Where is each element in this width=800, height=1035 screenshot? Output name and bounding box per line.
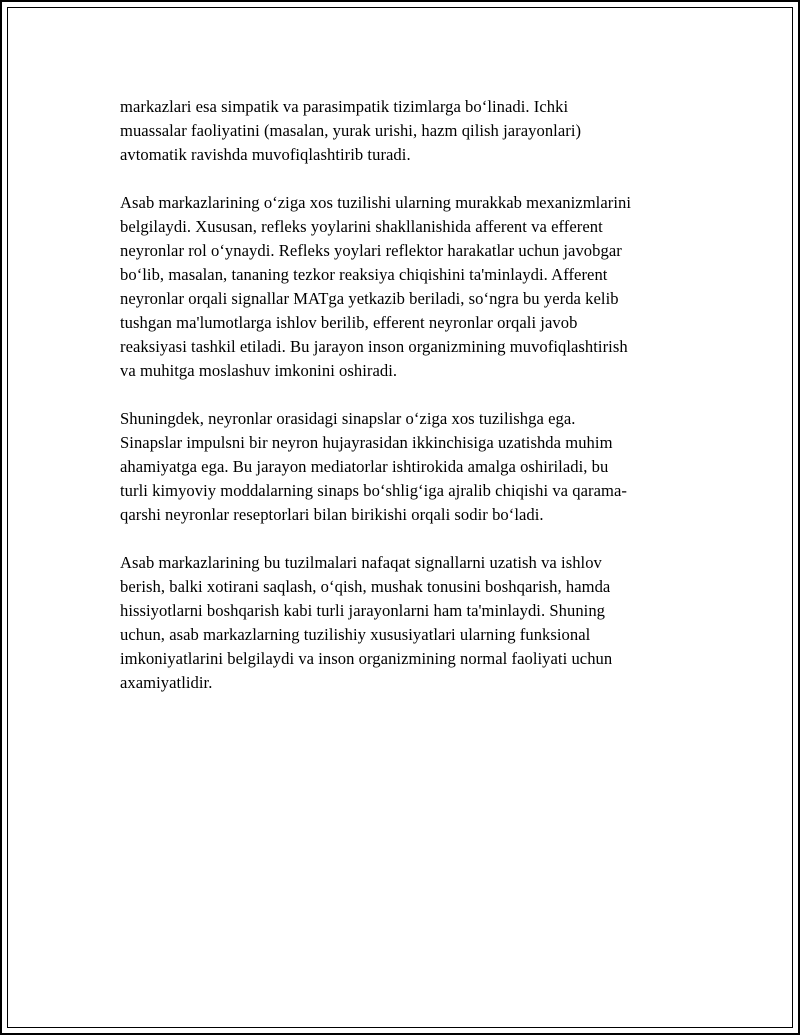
text-line: berish, balki xotirani saqlash, o‘qish, mushak tonusini boshqarish, hamda bbox=[120, 577, 611, 596]
text-line: neyronlar rol o‘ynaydi. Refleks yoylari reflektor harakatlar uchun javobgar bbox=[120, 241, 622, 260]
paragraph-4 bbox=[120, 551, 690, 695]
text-line: Shuningdek, neyronlar orasidagi sinapslar o‘ziga xos tuzilishga ega. bbox=[120, 409, 576, 428]
paragraph-2 bbox=[120, 191, 690, 383]
text-line: uchun, asab markazlarning tuzilishiy xususiyatlari ularning funksional bbox=[120, 625, 591, 644]
text-line: Sinapslar impulsni bir neyron hujayrasidan ikkinchisiga uzatishda muhim bbox=[120, 433, 613, 452]
text-line: ahamiyatga ega. Bu jarayon mediatorlar ishtirokida amalga oshiriladi, bu bbox=[120, 457, 609, 476]
text-line: tushgan ma'lumotlarga ishlov berilib, efferent neyronlar orqali javob bbox=[120, 313, 578, 332]
text-line: hissiyotlarni boshqarish kabi turli jarayonlarni ham ta'minlaydi. Shuning bbox=[120, 601, 606, 620]
text-line: axamiyatlidir. bbox=[120, 673, 213, 692]
text-line: imkoniyatlarini belgilaydi va inson organizmining normal faoliyati uchun bbox=[120, 649, 613, 668]
text-line: qarshi neyronlar reseptorlari bilan birikishi orqali sodir bo‘ladi. bbox=[120, 505, 544, 524]
text-line: reaksiyasi tashkil etiladi. Bu jarayon inson organizmining muvofiqlashtirish bbox=[120, 337, 628, 356]
text-line: avtomatik ravishda muvofiqlashtirib turadi. bbox=[120, 145, 411, 164]
text-line: Asab markazlarining o‘ziga xos tuzilishi ularning murakkab mexanizmlarini bbox=[120, 193, 631, 212]
text-line: bo‘lib, masalan, tananing tezkor reaksiya chiqishini ta'minlaydi. Afferent bbox=[120, 265, 608, 284]
text-line: muassalar faoliyatini (masalan, yurak urishi, hazm qilish jarayonlari) bbox=[120, 121, 582, 140]
text-line: belgilaydi. Xususan, refleks yoylarini shakllanishida afferent va efferent bbox=[120, 217, 603, 236]
text-line: turli kimyoviy moddalarning sinaps bo‘shlig‘iga ajralib chiqishi va qarama- bbox=[120, 481, 627, 500]
text-line: markazlari esa simpatik va parasimpatik tizimlarga bo‘linadi. Ichki bbox=[120, 97, 569, 116]
text-line: va muhitga moslashuv imkonini oshiradi. bbox=[120, 361, 398, 380]
paragraph-1 bbox=[120, 95, 690, 167]
text-line: Asab markazlarining bu tuzilmalari nafaqat signallarni uzatish va ishlov bbox=[120, 553, 602, 572]
document-body bbox=[120, 95, 690, 719]
text-line: neyronlar orqali signallar MATga yetkazib beriladi, so‘ngra bu yerda kelib bbox=[120, 289, 619, 308]
paragraph-3 bbox=[120, 407, 690, 527]
